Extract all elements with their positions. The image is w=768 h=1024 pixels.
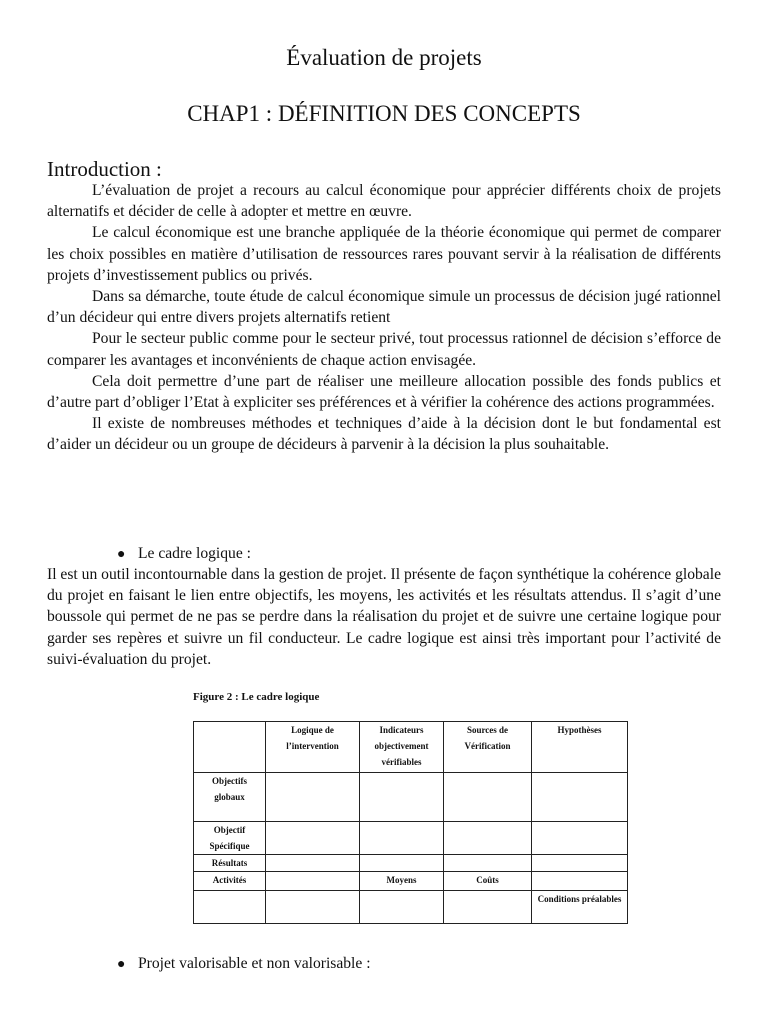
table-header-cell: Hypothèses (532, 722, 628, 773)
table-row (194, 773, 628, 822)
table-row-label: Objectifs globaux (194, 773, 266, 822)
table-cell (444, 855, 532, 872)
table-cell (444, 822, 532, 855)
table-cell (532, 872, 628, 891)
logframe-table (193, 721, 628, 924)
bullet-label: Le cadre logique : (138, 545, 252, 562)
table-cell (266, 891, 360, 924)
bullet-icon: ● (117, 547, 126, 562)
table-cell (360, 773, 444, 822)
chapter-heading: CHAP1 : DÉFINITION DES CONCEPTS (187, 101, 581, 126)
table-row (194, 822, 628, 855)
intro-paragraph: Il existe de nombreuses méthodes et techniques d’aide à la décision dont le but fondamental est d’aider un décideur ou un groupe de décideurs à parvenir à la décision la plus souhaitable. (47, 415, 721, 454)
table-row-label (194, 891, 266, 924)
bullet-icon: ● (117, 957, 126, 972)
table-header-cell: Sources de Vérification (444, 722, 532, 773)
table-cell (266, 855, 360, 872)
table-cell (266, 773, 360, 822)
table-cell (360, 855, 444, 872)
table-header-cell: Indicateurs objectivement vérifiables (360, 722, 444, 773)
table-cell (532, 855, 628, 872)
table-cell (444, 891, 532, 924)
table-row (194, 855, 628, 872)
bullet-projet-valorisable (117, 953, 371, 975)
table-row (194, 891, 628, 924)
table-cell (532, 773, 628, 822)
table-cell: Moyens (360, 872, 444, 891)
intro-paragraph: L’évaluation de projet a recours au calcul économique pour apprécier différents choix de projets alternatifs et décider de celle à adopter et mettre en œuvre. (47, 182, 721, 221)
table-row-label: Objectif Spécifique (194, 822, 266, 855)
figure-caption: Figure 2 : Le cadre logique (193, 691, 320, 703)
table-row-label: Activités (194, 872, 266, 891)
cadre-paragraph: Il est un outil incontournable dans la gestion de projet. Il présente de façon synthétique la cohérence globale du projet en faisant le lien entre objectifs, les moyens, les activités et les résultats attendus. Il s’agit d’une boussole qui permet de ne pas se perdre dans la réalisation du projet et de suivre une certaine logique pour garder ses repères et suivre un fil conducteur. Le cadre logique est ainsi très important pour l’activité de suivi-évaluation du projet. (47, 566, 721, 668)
intro-paragraph: Le calcul économique est une branche appliquée de la théorie économique qui permet de comparer les choix possibles en matière d’utilisation de ressources rares pouvant servir à la réalisation de différents projets d’investissement publics ou privés. (47, 224, 721, 284)
table-cell (266, 872, 360, 891)
intro-section (47, 180, 721, 456)
table-cell (444, 773, 532, 822)
table-cell: Conditions préalables (532, 891, 628, 924)
table-cell (532, 822, 628, 855)
table-header-row (194, 722, 628, 773)
document-title: Évaluation de projets (286, 45, 482, 70)
table-header-cell: Logique de l’intervention (266, 722, 360, 773)
intro-heading: Introduction : (47, 157, 162, 181)
cadre-section (47, 564, 721, 670)
intro-paragraph: Dans sa démarche, toute étude de calcul économique simule un processus de décision jugé rationnel d’un décideur qui entre divers projets alternatifs retient (47, 288, 721, 327)
table-row-label: Résultats (194, 855, 266, 872)
figure-cadre-logique (193, 690, 628, 924)
bullet-label: Projet valorisable et non valorisable : (138, 955, 371, 972)
table-cell (194, 722, 266, 773)
bullet-cadre-logique (117, 543, 251, 565)
table-row (194, 872, 628, 891)
intro-paragraph: Pour le secteur public comme pour le secteur privé, tout processus rationnel de décision s’efforce de comparer les avantages et inconvénients de chaque action envisagée. (47, 330, 721, 369)
intro-paragraph: Cela doit permettre d’une part de réaliser une meilleure allocation possible des fonds publics et d’autre part d’obliger l’Etat à expliciter ses préférences et à vérifier la cohérence des actions programmées. (47, 372, 721, 412)
table-cell (360, 822, 444, 855)
table-cell (266, 822, 360, 855)
table-cell (360, 891, 444, 924)
table-cell: Coûts (444, 872, 532, 891)
